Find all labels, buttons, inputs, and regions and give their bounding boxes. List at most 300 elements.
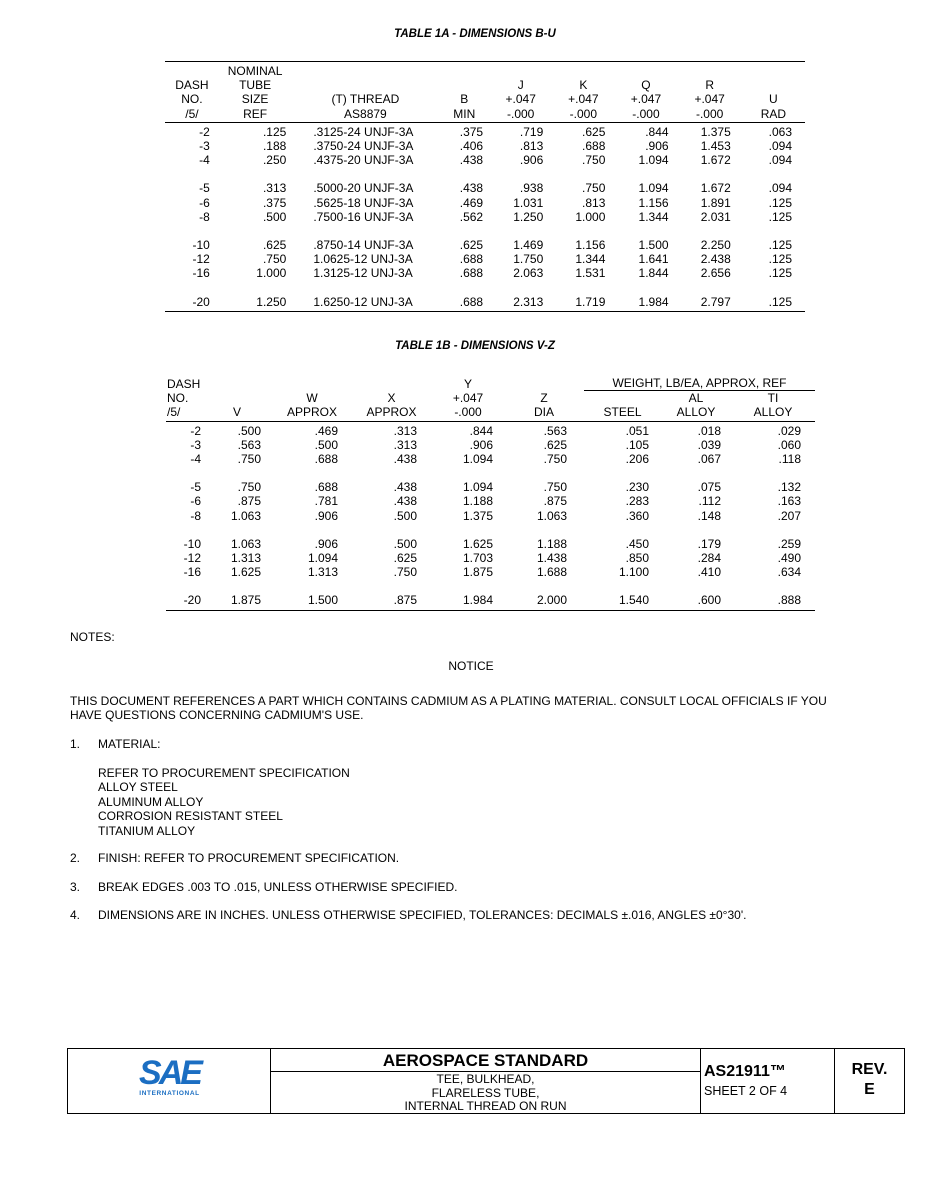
table-cell: .067 — [697, 452, 721, 467]
table-cell: .750 — [582, 153, 606, 168]
table-cell: .410 — [697, 565, 721, 580]
table-cell: .813 — [519, 139, 544, 154]
table-cell: 1.500 — [638, 238, 669, 253]
table-cell: -10 — [183, 536, 201, 551]
table-cell: 1.500 — [307, 593, 338, 608]
column-header — [219, 62, 291, 123]
table-cell: 1.094 — [462, 480, 493, 495]
table-1a — [165, 61, 805, 312]
header-line: SIZE — [241, 92, 269, 107]
table-cell: 1.672 — [700, 181, 731, 196]
table-cell: .438 — [393, 494, 417, 509]
header-line: TUBE — [239, 78, 272, 93]
table-cell: 1.094 — [638, 153, 669, 168]
table-cell: 1.156 — [638, 195, 669, 210]
column-header — [439, 62, 489, 123]
header-line: +.047 — [694, 92, 725, 107]
column-header — [166, 376, 201, 421]
table-cell: .3125-24 UNJF-3A — [313, 124, 414, 139]
table-cell: .313 — [393, 423, 417, 438]
table-1a-body — [165, 122, 805, 311]
table-cell: .125 — [262, 124, 287, 139]
table-cell: .259 — [777, 536, 801, 551]
aerospace-standard-heading: AEROSPACE STANDARD — [382, 1051, 589, 1070]
sae-logo — [68, 1054, 271, 1097]
table-cell: 1.344 — [575, 252, 606, 267]
header-line: Q — [641, 78, 651, 93]
material-item: CORROSION RESISTANT STEEL — [98, 809, 283, 824]
column-header — [201, 376, 273, 421]
table-cell: .875 — [237, 494, 261, 509]
table-cell: .125 — [768, 209, 792, 224]
table-row — [165, 252, 805, 266]
table-cell: 1.344 — [638, 209, 669, 224]
header-line: TI — [767, 391, 779, 406]
table-cell: 1.000 — [575, 209, 606, 224]
header-line: +.047 — [568, 92, 599, 107]
table-cell: -2 — [199, 124, 210, 139]
note-3-text: BREAK EDGES .003 TO .015, UNLESS OTHERWISE SPECIFIED. — [98, 880, 458, 894]
table-cell: .094 — [768, 181, 792, 196]
column-header — [432, 376, 504, 421]
column-header — [731, 391, 815, 421]
table-cell: 1.688 — [536, 565, 567, 580]
table-cell: 1.875 — [230, 593, 261, 608]
table-cell: .3750-24 UNJF-3A — [313, 139, 414, 154]
table-row — [165, 224, 805, 252]
header-line: V — [232, 405, 241, 420]
description-cell — [271, 1049, 701, 1113]
table-cell: 2.797 — [700, 294, 731, 309]
header-line: U — [769, 92, 778, 107]
material-item: ALLOY STEEL — [98, 780, 178, 795]
table-cell: 1.313 — [230, 551, 261, 566]
table-cell: .438 — [393, 480, 417, 495]
table-row — [166, 579, 815, 610]
table-cell: -2 — [190, 423, 201, 438]
table-cell: 2.063 — [513, 266, 544, 281]
table-cell: .105 — [625, 437, 649, 452]
table-cell: 1.250 — [256, 294, 287, 309]
document-number-cell — [701, 1049, 835, 1113]
table-cell: 2.313 — [513, 294, 544, 309]
column-header — [273, 376, 351, 421]
column-header — [489, 62, 552, 123]
table-cell: -3 — [190, 437, 201, 452]
header-line: DASH — [167, 377, 201, 391]
table-row — [166, 452, 815, 466]
table-row — [166, 523, 815, 551]
revision-cell — [835, 1049, 904, 1113]
table-cell: 1.844 — [638, 266, 669, 281]
table-cell: .500 — [237, 423, 261, 438]
materials-list — [98, 766, 350, 838]
table-row — [166, 466, 815, 494]
table-cell: -6 — [199, 195, 210, 210]
header-line: /5/ — [185, 106, 199, 121]
table-cell: 1.540 — [618, 593, 649, 608]
table-cell: -12 — [183, 551, 201, 566]
table-row — [165, 210, 805, 224]
column-header — [661, 391, 731, 421]
table-cell: .688 — [459, 294, 484, 309]
table-1a-header — [165, 62, 805, 123]
header-line: ALLOY — [753, 405, 793, 420]
table-cell: -5 — [190, 480, 201, 495]
table-cell: .844 — [645, 124, 669, 139]
header-line: REF — [243, 106, 268, 121]
table-cell: .112 — [698, 494, 721, 509]
table-cell: .125 — [768, 294, 792, 309]
table-cell: 1.094 — [638, 181, 669, 196]
header-line: AS8879 — [344, 106, 387, 121]
table-cell: 1.875 — [462, 565, 493, 580]
table-cell: .688 — [314, 480, 338, 495]
description-line: INTERNAL THREAD ON RUN — [404, 1099, 567, 1113]
note-4-number: 4. — [70, 908, 81, 922]
table-cell: .406 — [459, 139, 484, 154]
table-cell: .118 — [778, 452, 801, 467]
table-row — [166, 494, 815, 508]
material-item: TITANIUM ALLOY — [98, 823, 196, 838]
table-cell: .750 — [543, 452, 567, 467]
table-cell: .125 — [768, 195, 792, 210]
table-cell: .906 — [519, 153, 544, 168]
table-cell: .500 — [393, 536, 417, 551]
table-cell: 1.438 — [536, 551, 567, 566]
notice-line-2: HAVE QUESTIONS CONCERNING CADMIUM'S USE. — [70, 708, 364, 722]
table-cell: .125 — [768, 266, 792, 281]
table-cell: .750 — [393, 565, 417, 580]
table-cell: .562 — [459, 209, 484, 224]
header-line: -.000 — [695, 106, 724, 121]
header-line: NO. — [167, 391, 189, 406]
column-header — [504, 376, 584, 421]
table-cell: .438 — [459, 153, 484, 168]
table-row — [165, 196, 805, 210]
table-cell: .469 — [459, 195, 484, 210]
note-2-number: 2. — [70, 851, 81, 865]
column-header — [165, 62, 219, 123]
table-cell: .313 — [262, 181, 287, 196]
table-cell: 1.453 — [700, 139, 731, 154]
description-line: TEE, BULKHEAD, — [436, 1072, 535, 1086]
table-cell: .018 — [697, 423, 721, 438]
table-cell: 1.0625-12 UNJ-3A — [313, 252, 413, 267]
notice-line-1: THIS DOCUMENT REFERENCES A PART WHICH CONTAINS CADMIUM AS A PLATING MATERIAL. CONSULT LOCAL OFFICIALS IF YOU — [70, 694, 827, 708]
table-cell: .4375-20 UNJF-3A — [313, 153, 414, 168]
table-cell: 1.703 — [462, 551, 493, 566]
note-1-number: 1. — [70, 737, 81, 751]
table-cell: .500 — [262, 209, 287, 224]
table-cell: .850 — [625, 551, 649, 566]
table-cell: -12 — [192, 252, 210, 267]
table-cell: .148 — [697, 508, 721, 523]
table-cell: .750 — [237, 480, 261, 495]
table-cell: .163 — [777, 494, 801, 509]
note-3-number: 3. — [70, 880, 81, 894]
header-line: W — [306, 391, 318, 406]
header-line: NOMINAL — [227, 64, 283, 78]
header-line: +.047 — [630, 92, 662, 107]
table-cell: 1.641 — [638, 252, 669, 267]
table-cell: .906 — [469, 437, 493, 452]
header-line: J — [517, 78, 524, 93]
column-header — [291, 62, 439, 123]
table-cell: 1.031 — [513, 195, 544, 210]
table-cell: -4 — [199, 153, 210, 168]
table-cell: .906 — [314, 536, 338, 551]
header-line: DASH — [175, 78, 209, 93]
title-block — [67, 1048, 905, 1114]
table-cell: -3 — [199, 139, 210, 154]
table-cell: -20 — [183, 593, 201, 608]
table-row — [165, 139, 805, 153]
header-line: -.000 — [454, 405, 482, 420]
header-line: -.000 — [632, 106, 660, 121]
table-cell: .500 — [393, 508, 417, 523]
table-cell: .469 — [314, 423, 338, 438]
table-cell: 2.000 — [536, 593, 567, 608]
table-cell: 1.188 — [462, 494, 493, 509]
table-cell: .750 — [543, 480, 567, 495]
header-line: (T) THREAD — [331, 92, 400, 107]
header-line: STEEL — [603, 405, 642, 420]
table-cell: .207 — [777, 508, 801, 523]
table-cell: 1.625 — [230, 565, 261, 580]
table-1b-title: TABLE 1B - DIMENSIONS V-Z — [395, 340, 555, 352]
table-cell: 1.984 — [638, 294, 669, 309]
header-line: +.047 — [505, 92, 536, 107]
table-cell: 1.063 — [536, 508, 567, 523]
table-cell: .625 — [582, 124, 606, 139]
note-4-text: DIMENSIONS ARE IN INCHES. UNLESS OTHERWISE SPECIFIED, TOLERANCES: DECIMALS ±.016, ANGLES ±0°30'. — [98, 908, 747, 922]
header-line: K — [579, 78, 588, 93]
table-cell: 2.656 — [700, 266, 731, 281]
table-row — [166, 551, 815, 565]
header-line: AL — [688, 391, 704, 406]
revision-value: E — [864, 1081, 875, 1098]
table-cell: .132 — [777, 480, 801, 495]
table-cell: .844 — [469, 423, 493, 438]
table-cell: .625 — [459, 238, 484, 253]
table-cell: -8 — [190, 508, 201, 523]
table-cell: .8750-14 UNJF-3A — [313, 238, 414, 253]
header-line: X — [387, 391, 396, 406]
sae-logo-subtext: INTERNATIONAL — [139, 1090, 200, 1097]
table-cell: .063 — [768, 124, 792, 139]
table-cell: -20 — [192, 294, 210, 309]
table-cell: .875 — [393, 593, 417, 608]
header-line: APPROX — [366, 405, 417, 420]
table-cell: -16 — [192, 266, 210, 281]
table-row — [166, 565, 815, 579]
column-header — [678, 62, 742, 123]
table-cell: .781 — [314, 494, 338, 509]
table-row — [165, 153, 805, 167]
table-cell: .875 — [543, 494, 567, 509]
table-cell: .5000-20 UNJF-3A — [313, 181, 414, 196]
table-cell: 1.188 — [536, 536, 567, 551]
table-cell: .206 — [625, 452, 649, 467]
table-cell: .450 — [625, 536, 649, 551]
table-1b-header — [166, 376, 815, 421]
notice-title: NOTICE — [448, 659, 494, 673]
header-line: ALLOY — [676, 405, 716, 420]
notes-heading: NOTES: — [70, 630, 115, 644]
table-cell: .125 — [768, 252, 792, 267]
table-cell: .375 — [459, 124, 484, 139]
material-item: REFER TO PROCUREMENT SPECIFICATION — [98, 766, 350, 780]
table-cell: .625 — [543, 437, 567, 452]
table-cell: 1.156 — [575, 238, 606, 253]
table-1b — [166, 376, 815, 611]
table-cell: 1.063 — [230, 508, 261, 523]
table-cell: 1.375 — [700, 124, 731, 139]
table-cell: .813 — [582, 195, 606, 210]
table-cell: .750 — [262, 252, 287, 267]
description-line: FLARELESS TUBE, — [431, 1085, 540, 1100]
table-cell: .075 — [697, 480, 721, 495]
part-description — [271, 1073, 700, 1114]
header-line: -.000 — [569, 106, 597, 121]
header-line: NO. — [181, 92, 203, 107]
header-line: Z — [540, 391, 548, 406]
header-line: Y — [463, 377, 472, 391]
header-line: /5/ — [167, 405, 181, 420]
table-cell: 1.750 — [513, 252, 544, 267]
column-header — [552, 62, 614, 123]
table-cell: 1.250 — [513, 209, 544, 224]
table-row — [165, 122, 805, 139]
table-cell: 1.469 — [513, 238, 544, 253]
table-cell: 1.672 — [700, 153, 731, 168]
table-cell: .7500-16 UNJF-3A — [313, 209, 414, 224]
table-1a-title: TABLE 1A - DIMENSIONS B-U — [394, 28, 556, 40]
revision-label: REV. — [851, 1061, 888, 1078]
table-cell: 1.094 — [307, 551, 338, 566]
table-cell: 1.100 — [618, 565, 649, 580]
table-row — [165, 281, 805, 312]
table-cell: .906 — [645, 139, 669, 154]
table-cell: .5625-18 UNJF-3A — [313, 195, 414, 210]
table-row — [166, 438, 815, 452]
table-cell: .688 — [459, 266, 484, 281]
table-cell: .719 — [519, 124, 544, 139]
table-cell: .230 — [625, 480, 649, 495]
table-cell: .250 — [262, 153, 287, 168]
header-line: R — [705, 78, 714, 93]
table-cell: .634 — [777, 565, 801, 580]
table-cell: .094 — [768, 153, 792, 168]
table-cell: 2.250 — [700, 238, 731, 253]
table-cell: -8 — [199, 209, 210, 224]
weight-group-header: WEIGHT, LB/EA, APPROX, REF — [584, 376, 815, 391]
table-cell: 1.984 — [462, 593, 493, 608]
table-cell: 1.531 — [575, 266, 606, 281]
table-cell: .563 — [543, 423, 567, 438]
sheet-number: SHEET 2 OF 4 — [704, 1084, 788, 1098]
table-cell: .188 — [262, 139, 287, 154]
table-cell: .500 — [314, 437, 338, 452]
table-cell: -6 — [190, 494, 201, 509]
table-1b-body — [166, 421, 815, 610]
table-cell: .094 — [768, 139, 792, 154]
table-cell: .600 — [697, 593, 721, 608]
table-cell: .438 — [459, 181, 484, 196]
logo-cell — [68, 1049, 271, 1113]
table-cell: 1.891 — [700, 195, 731, 210]
table-cell: .039 — [697, 437, 721, 452]
table-cell: .179 — [697, 536, 721, 551]
table-cell: 1.625 — [462, 536, 493, 551]
table-cell: 1.3125-12 UNJ-3A — [313, 266, 413, 281]
table-cell: .051 — [625, 423, 649, 438]
table-cell: .438 — [393, 452, 417, 467]
table-cell: .888 — [777, 593, 801, 608]
table-cell: .750 — [237, 452, 261, 467]
header-line: +.047 — [452, 391, 484, 406]
table-cell: 1.313 — [307, 565, 338, 580]
table-cell: .283 — [625, 494, 649, 509]
column-header — [614, 62, 677, 123]
table-cell: 1.6250-12 UNJ-3A — [313, 294, 413, 309]
header-line: APPROX — [286, 405, 337, 420]
table-cell: .125 — [768, 238, 792, 253]
table-cell: .688 — [582, 139, 606, 154]
table-cell: 1.000 — [256, 266, 287, 281]
table-row — [165, 266, 805, 280]
header-line: -.000 — [507, 106, 535, 121]
table-cell: 2.438 — [700, 252, 731, 267]
table-cell: -16 — [183, 565, 201, 580]
column-header — [584, 391, 661, 421]
table-cell: .375 — [262, 195, 287, 210]
table-cell: 1.719 — [575, 294, 606, 309]
table-cell: .625 — [262, 238, 287, 253]
table-cell: 1.375 — [462, 508, 493, 523]
header-line: DIA — [533, 405, 554, 420]
table-cell: 1.063 — [230, 536, 261, 551]
table-cell: -4 — [190, 452, 201, 467]
table-cell: 1.094 — [462, 452, 493, 467]
table-cell: -10 — [192, 238, 210, 253]
table-cell: .688 — [459, 252, 484, 267]
table-cell: .490 — [777, 551, 801, 566]
table-cell: .284 — [697, 551, 721, 566]
header-line: MIN — [453, 106, 476, 121]
material-item: ALUMINUM ALLOY — [98, 794, 204, 809]
document-number: AS21911™ — [704, 1063, 786, 1080]
table-cell: 2.031 — [700, 209, 731, 224]
table-cell: .029 — [777, 423, 801, 438]
table-row — [166, 509, 815, 523]
note-1-text: MATERIAL: — [98, 737, 161, 751]
table-cell: .750 — [582, 181, 606, 196]
table-row — [166, 421, 815, 438]
sae-logo-mark: SAE — [139, 1054, 200, 1092]
table-cell: -5 — [199, 181, 210, 196]
table-cell: .906 — [314, 508, 338, 523]
table-cell: .625 — [393, 551, 417, 566]
table-cell: .060 — [777, 437, 801, 452]
header-line: RAD — [760, 106, 787, 121]
table-cell: .360 — [625, 508, 649, 523]
column-header — [742, 62, 805, 123]
table-cell: .563 — [237, 437, 261, 452]
table-cell: .688 — [314, 452, 338, 467]
table-cell: .938 — [519, 181, 544, 196]
